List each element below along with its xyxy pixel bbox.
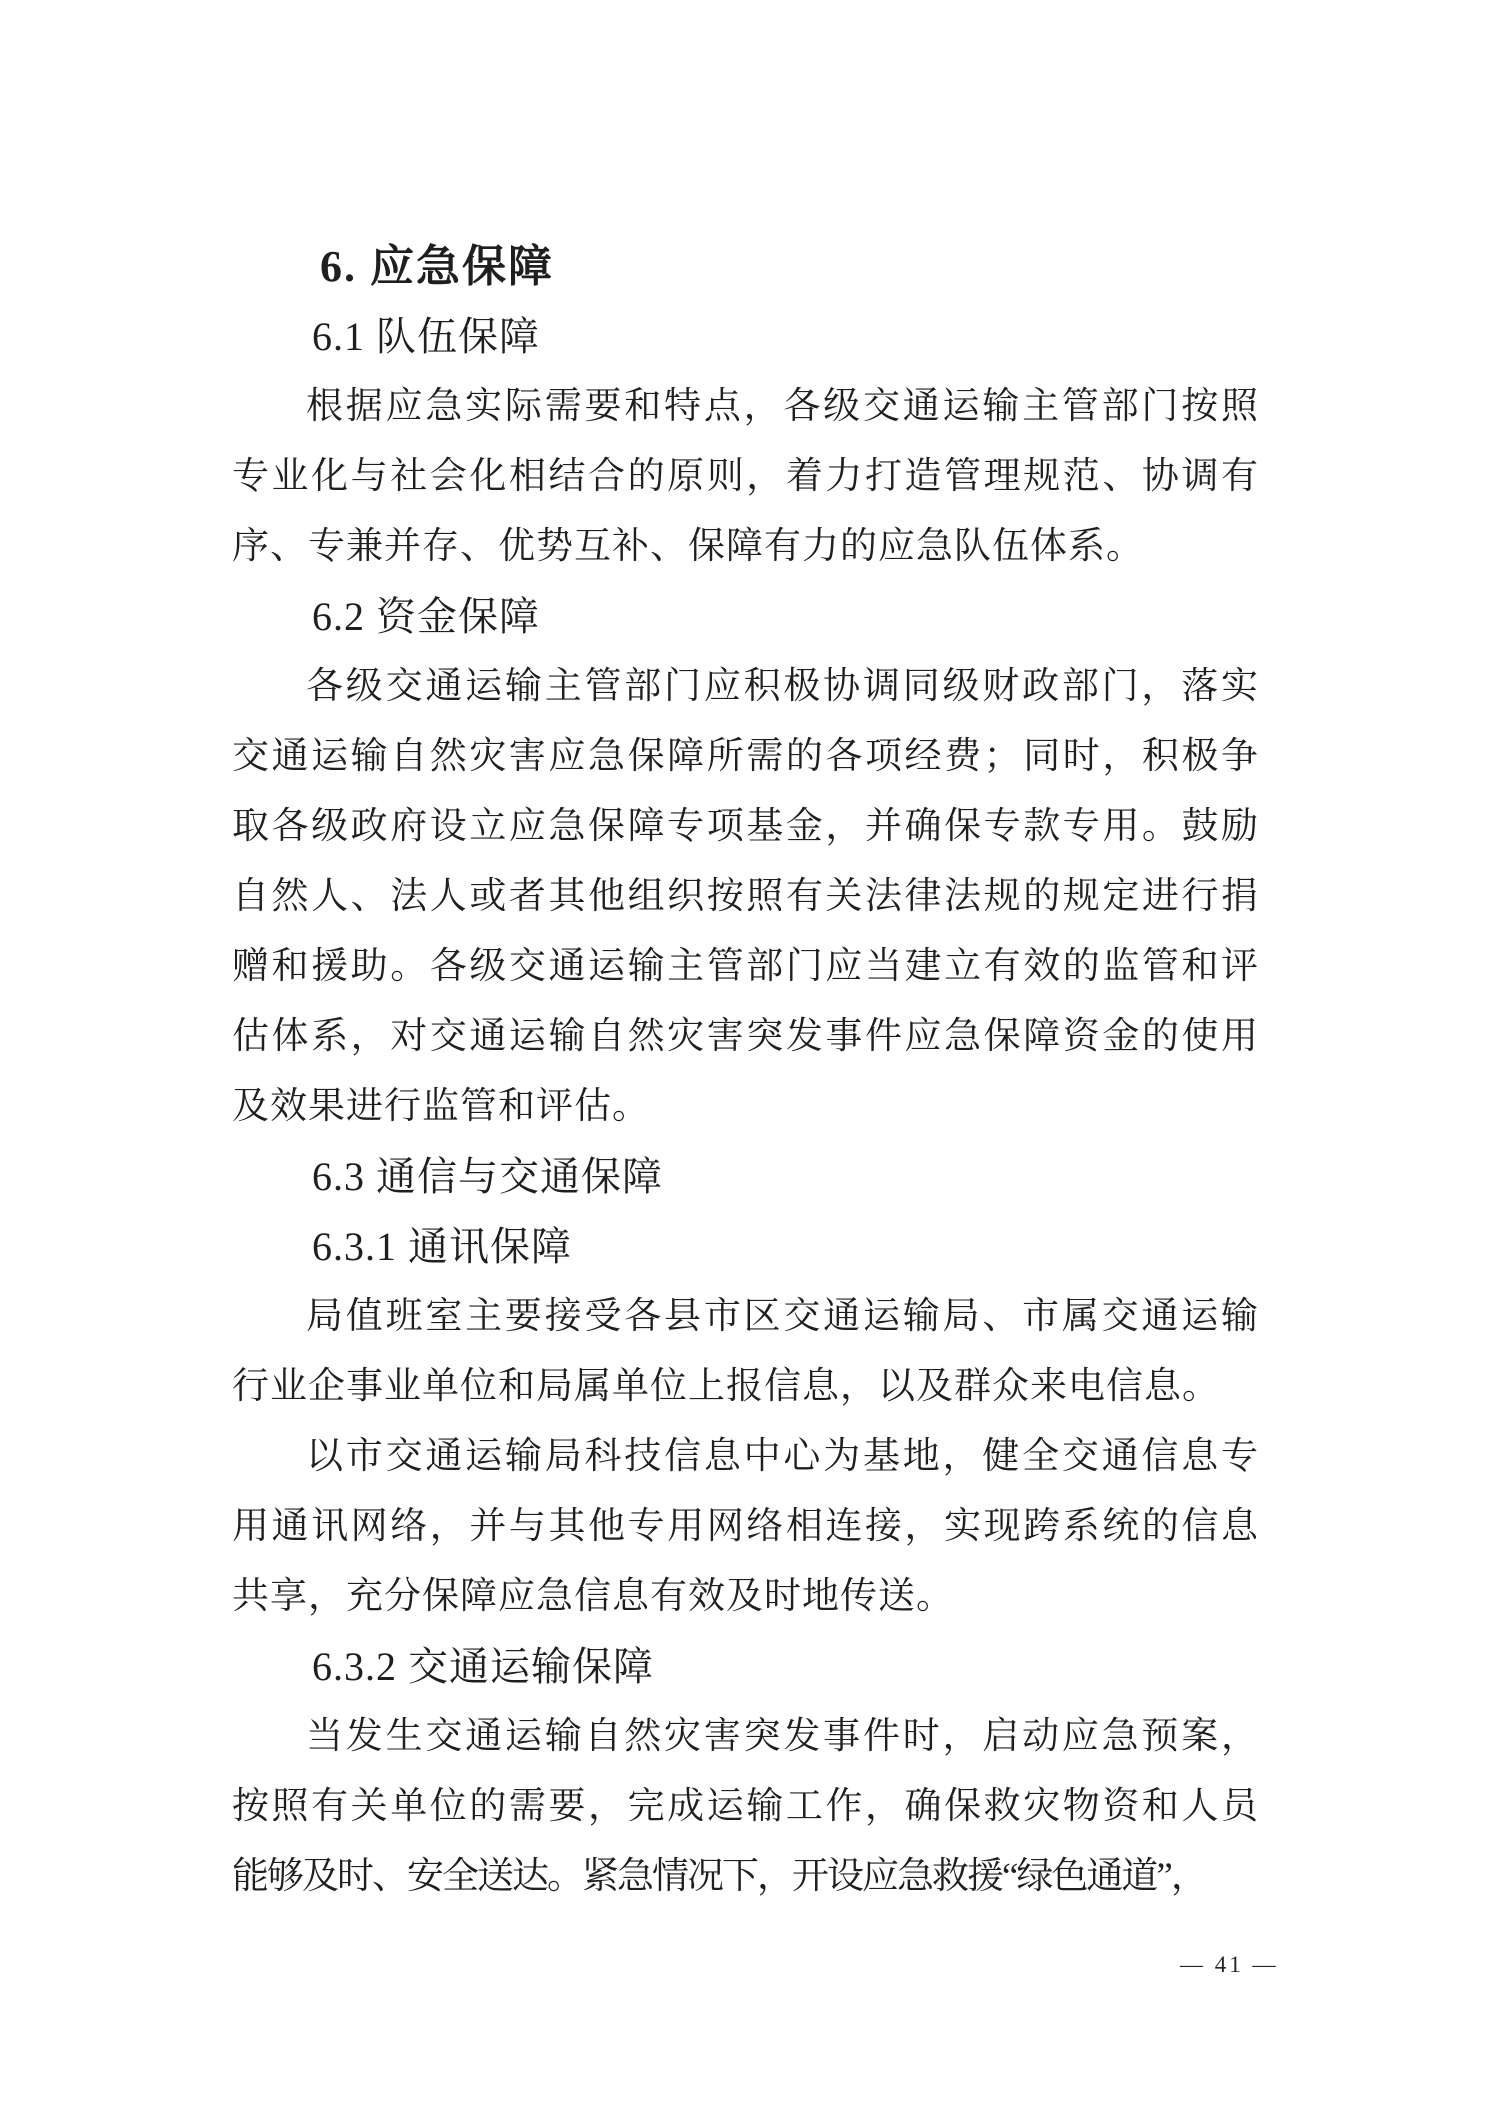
section-heading-6-3-2: 6.3.2 交通运输保障 <box>312 1644 654 1689</box>
section-heading-6: 6. 应急保障 <box>320 242 554 291</box>
paragraph-line: 估体系，对交通运输自然灾害突发事件应急保障资金的使用 <box>232 1016 1258 1057</box>
document-text-block <box>232 232 1258 1912</box>
paragraph-line: 共享，充分保障应急信息有效及时地传送。 <box>232 1576 954 1617</box>
section-heading-6-3: 6.3 通信与交通保障 <box>312 1154 663 1199</box>
paragraph-line: 交通运输自然灾害应急保障所需的各项经费；同时，积极争 <box>232 736 1258 777</box>
paragraph-line: 序、专兼并存、优势互补、保障有力的应急队伍体系。 <box>232 526 1144 567</box>
paragraph-line: 及效果进行监管和评估。 <box>232 1086 650 1127</box>
paragraph-line: 赠和援助。各级交通运输主管部门应当建立有效的监管和评 <box>232 946 1258 987</box>
section-heading-6-2: 6.2 资金保障 <box>312 594 540 639</box>
section-heading-6-1: 6.1 队伍保障 <box>312 314 540 359</box>
section-heading-6-3-1: 6.3.1 通讯保障 <box>312 1224 572 1269</box>
paragraph-line: 用通讯网络，并与其他专用网络相连接，实现跨系统的信息 <box>232 1506 1258 1547</box>
page-number: — 41 — <box>1180 1952 1279 1977</box>
paragraph-line: 自然人、法人或者其他组织按照有关法律法规的规定进行捐 <box>232 876 1258 917</box>
paragraph-line: 按照有关单位的需要，完成运输工作，确保救灾物资和人员 <box>232 1786 1258 1827</box>
paragraph-line: 根据应急实际需要和特点，各级交通运输主管部门按照 <box>306 386 1258 427</box>
paragraph-line: 当发生交通运输自然灾害突发事件时，启动应急预案， <box>306 1716 1258 1757</box>
paragraph-line: 各级交通运输主管部门应积极协调同级财政部门，落实 <box>306 666 1258 707</box>
paragraph-line: 能够及时、安全送达。紧急情况下，开设应急救援“绿色通道”， <box>232 1856 1206 1897</box>
paragraph-line: 取各级政府设立应急保障专项基金，并确保专款专用。鼓励 <box>232 806 1258 847</box>
paragraph-line: 行业企事业单位和局属单位上报信息，以及群众来电信息。 <box>232 1366 1220 1407</box>
paragraph-line: 专业化与社会化相结合的原则，着力打造管理规范、协调有 <box>232 456 1258 497</box>
paragraph-line: 以市交通运输局科技信息中心为基地，健全交通信息专 <box>306 1436 1258 1477</box>
paragraph-line: 局值班室主要接受各县市区交通运输局、市属交通运输 <box>306 1296 1258 1337</box>
